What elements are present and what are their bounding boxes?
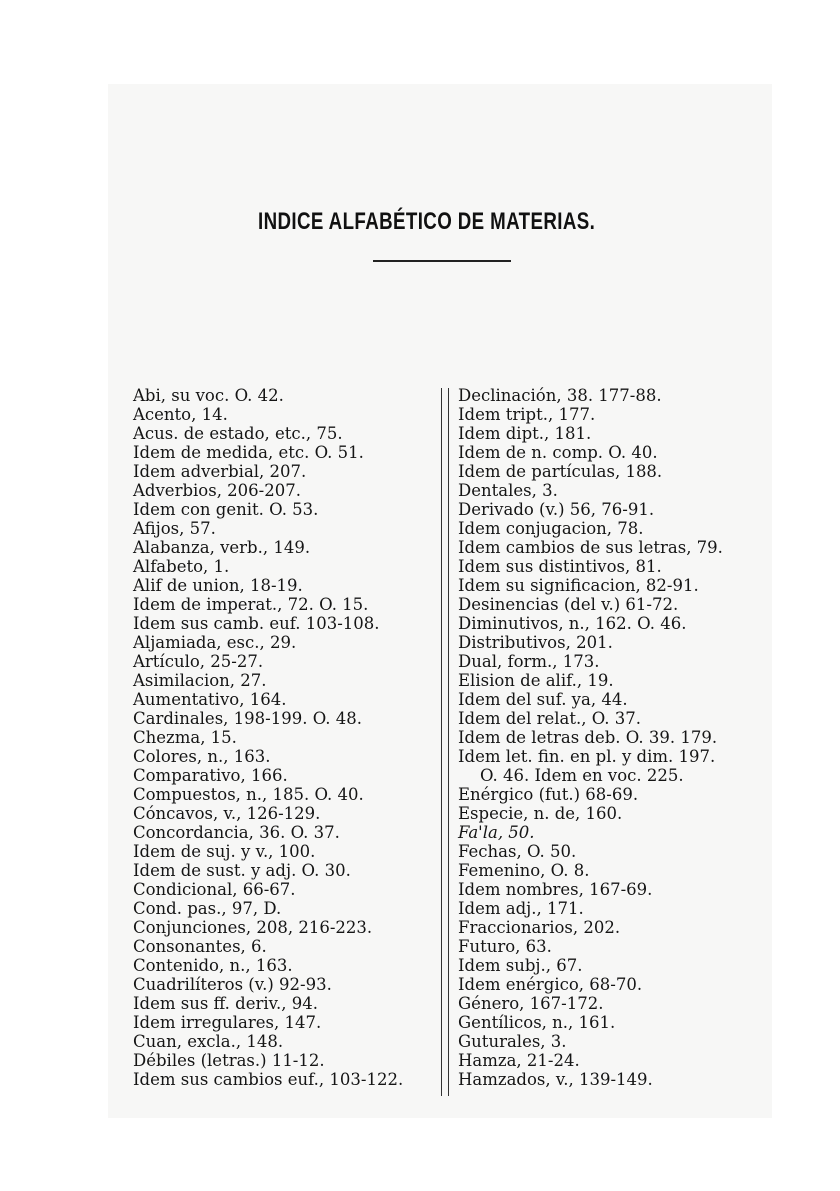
- index-entry: Derivado (v.) 56, 76-91.: [458, 500, 655, 519]
- index-entry: Dual, form., 173.: [458, 652, 600, 671]
- index-entry: Idem cambios de sus letras, 79.: [458, 538, 723, 557]
- index-entry: Idem sus ff. deriv., 94.: [133, 994, 318, 1013]
- index-entry: Gentílicos, n., 161.: [458, 1013, 616, 1032]
- index-entry: Idem de n. comp. O. 40.: [458, 443, 658, 462]
- index-entry: Idem de letras deb. O. 39. 179.: [458, 728, 718, 747]
- index-entry: Elision de alif., 19.: [458, 671, 614, 690]
- index-entry: Adverbios, 206-207.: [133, 481, 301, 500]
- index-entry: Futuro, 63.: [458, 937, 552, 956]
- index-entry: Aljamiada, esc., 29.: [133, 633, 297, 652]
- index-entry: Idem adverbial, 207.: [133, 462, 307, 481]
- index-entry: Chezma, 15.: [133, 728, 237, 747]
- index-entry: Artículo, 25-27.: [133, 652, 264, 671]
- index-entry: Idem de imperat., 72. O. 15.: [133, 595, 369, 614]
- index-entry: Enérgico (fut.) 68-69.: [458, 785, 639, 804]
- index-entry: Desinencias (del v.) 61-72.: [458, 595, 679, 614]
- index-entry: Idem let. fin. en pl. y dim. 197.: [458, 747, 716, 766]
- index-entry: Comparativo, 166.: [133, 766, 288, 785]
- index-entry: Abi, su voc. O. 42.: [133, 386, 284, 405]
- index-entry: Declinación, 38. 177-88.: [458, 386, 662, 405]
- index-entry: Aumentativo, 164.: [133, 690, 287, 709]
- index-entry: Idem sus camb. euf. 103-108.: [133, 614, 380, 633]
- index-entry: Idem de suj. y v., 100.: [133, 842, 316, 861]
- index-entry: Alabanza, verb., 149.: [133, 538, 311, 557]
- index-entry: Contenido, n., 163.: [133, 956, 293, 975]
- index-entry: Idem dipt., 181.: [458, 424, 592, 443]
- index-entry: Asimilacion, 27.: [133, 671, 267, 690]
- index-entry: Cardinales, 198-199. O. 48.: [133, 709, 362, 728]
- index-entry: Idem irregulares, 147.: [133, 1013, 322, 1032]
- index-entry: Acus. de estado, etc., 75.: [133, 424, 343, 443]
- index-entry: Dentales, 3.: [458, 481, 558, 500]
- index-entry: Idem adj., 171.: [458, 899, 584, 918]
- index-entry: Idem del relat., O. 37.: [458, 709, 642, 728]
- index-entry: Idem tript., 177.: [458, 405, 596, 424]
- index-column-left: [133, 386, 403, 1089]
- index-entry: Idem sus distintivos, 81.: [458, 557, 662, 576]
- index-entry: Colores, n., 163.: [133, 747, 271, 766]
- index-entry: Consonantes, 6.: [133, 937, 267, 956]
- index-entry: Alif de union, 18-19.: [133, 576, 303, 595]
- title-rule: [373, 260, 511, 262]
- index-entry: Guturales, 3.: [458, 1032, 567, 1051]
- index-column-right: [458, 386, 723, 1089]
- index-entry: Idem con genit. O. 53.: [133, 500, 319, 519]
- index-entry: Cuan, excla., 148.: [133, 1032, 284, 1051]
- index-entry: Diminutivos, n., 162. O. 46.: [458, 614, 687, 633]
- index-entry: Idem conjugacion, 78.: [458, 519, 644, 538]
- index-entry: Femenino, O. 8.: [458, 861, 590, 880]
- index-entry: Idem de sust. y adj. O. 30.: [133, 861, 351, 880]
- index-entry: Idem nombres, 167-69.: [458, 880, 653, 899]
- index-entry: Distributivos, 201.: [458, 633, 613, 652]
- index-entry: O. 46. Idem en voc. 225.: [480, 766, 684, 785]
- index-entry: Idem su significacion, 82-91.: [458, 576, 699, 595]
- index-entry: Condicional, 66-67.: [133, 880, 296, 899]
- index-entry: Cuadrilíteros (v.) 92-93.: [133, 975, 332, 994]
- index-entry: Cóncavos, v., 126-129.: [133, 804, 321, 823]
- index-entry: Idem del suf. ya, 44.: [458, 690, 628, 709]
- index-entry: Cond. pas., 97, D.: [133, 899, 282, 918]
- column-divider: [441, 388, 442, 1096]
- index-entry: Idem sus cambios euf., 103-122.: [133, 1070, 404, 1089]
- index-entry: Conjunciones, 208, 216-223.: [133, 918, 373, 937]
- index-entry: Especie, n. de, 160.: [458, 804, 623, 823]
- index-entry: Afijos, 57.: [133, 519, 216, 538]
- index-entry: Fraccionarios, 202.: [458, 918, 621, 937]
- index-entry: Idem subj., 67.: [458, 956, 583, 975]
- index-entry: Compuestos, n., 185. O. 40.: [133, 785, 364, 804]
- index-entry: Idem enérgico, 68-70.: [458, 975, 643, 994]
- index-entry: Hamza, 21-24.: [458, 1051, 580, 1070]
- index-entry: Concordancia, 36. O. 37.: [133, 823, 340, 842]
- index-entry: Fechas, O. 50.: [458, 842, 577, 861]
- page-title: INDICE ALFABÉTICO DE MATERIAS.: [257, 208, 596, 235]
- index-entry: Género, 167-172.: [458, 994, 604, 1013]
- index-entry: Acento, 14.: [133, 405, 228, 424]
- index-entry: Hamzados, v., 139-149.: [458, 1070, 653, 1089]
- index-entry: Idem de medida, etc. O. 51.: [133, 443, 364, 462]
- column-divider: [448, 388, 449, 1096]
- index-entry: Idem de partículas, 188.: [458, 462, 663, 481]
- index-entry: Alfabeto, 1.: [133, 557, 230, 576]
- index-entry: Débiles (letras.) 11-12.: [133, 1051, 325, 1070]
- index-entry: Fa'la, 50.: [458, 823, 535, 842]
